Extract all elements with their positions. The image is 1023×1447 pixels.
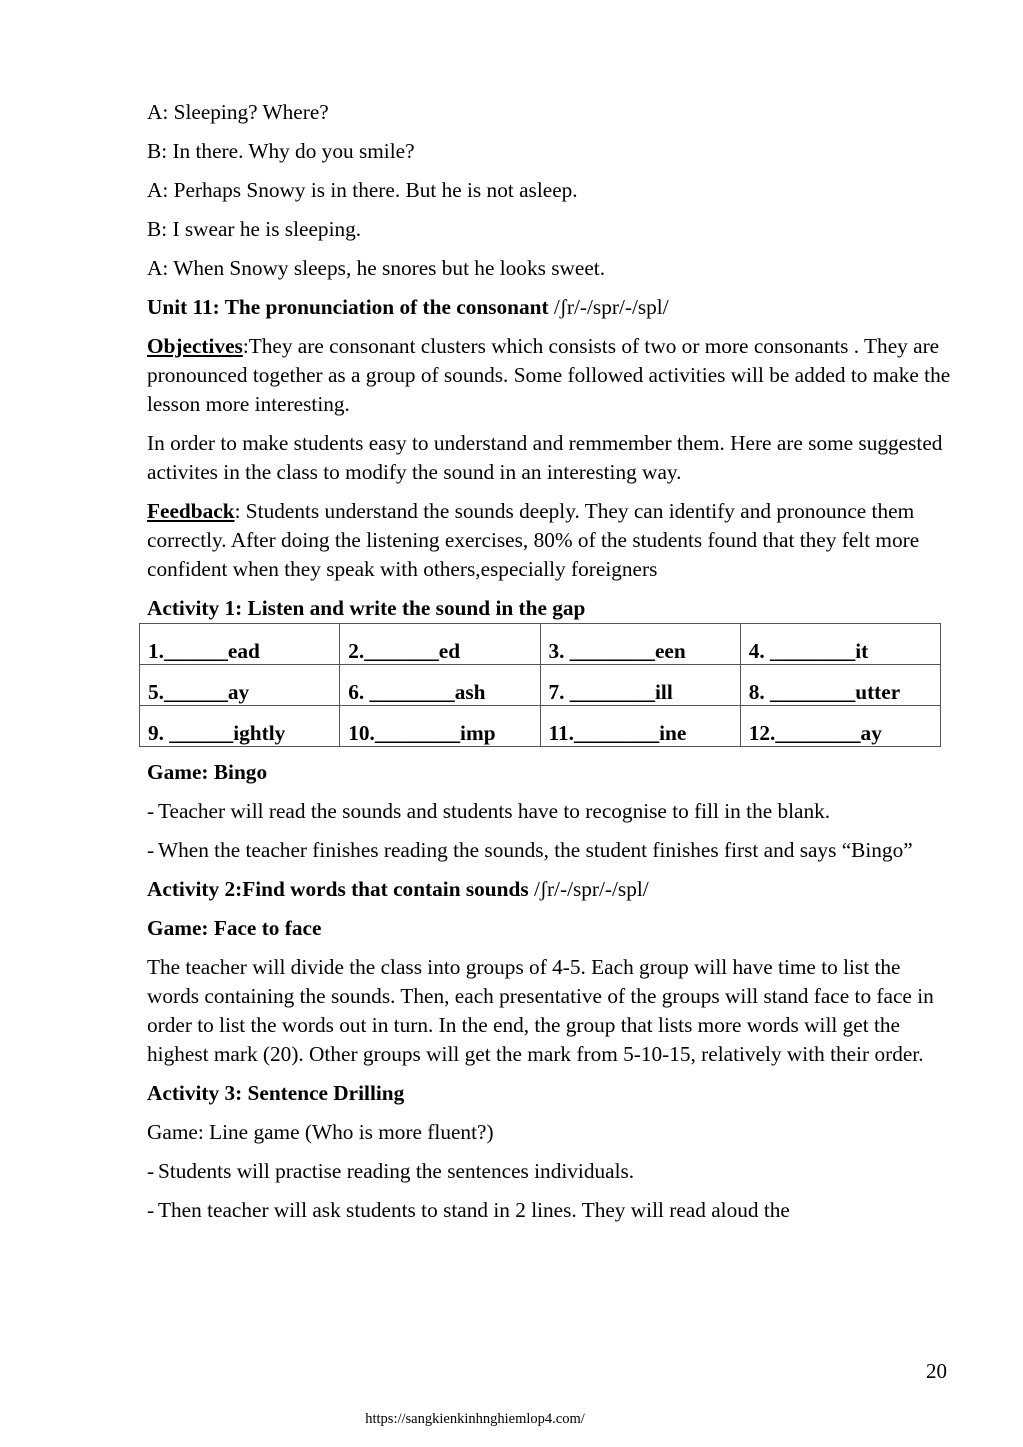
activity2-heading xyxy=(147,875,957,904)
table-cell: 12.________ay xyxy=(740,706,940,747)
dash-marker: - xyxy=(147,1159,155,1183)
table-cell: 4. ________it xyxy=(740,624,940,665)
table-cell: 11.________ine xyxy=(540,706,740,747)
order-paragraph: In order to make students easy to understand and remmember them. Here are some suggested activites in the class to modify the sound in an interesting way. xyxy=(147,431,943,484)
objectives-paragraph xyxy=(147,332,957,419)
objectives-label: Objectives xyxy=(147,334,243,358)
objectives-text: :They are consonant clusters which consists of two or more consonants . They are pronounced together as a group of sounds. Some followed activities will be added to make the lesson more interesting. xyxy=(147,334,951,416)
activity3-game: Game: Line game (Who is more fluent?) xyxy=(147,1120,494,1144)
dialogue-line: A: Perhaps Snowy is in there. But he is not asleep. xyxy=(147,178,578,202)
table-row xyxy=(140,624,941,665)
activity1-heading: Activity 1: Listen and write the sound in the gap xyxy=(147,596,586,620)
dialogue-line: B: In there. Why do you smile? xyxy=(147,139,415,163)
activity3-heading: Activity 3: Sentence Drilling xyxy=(147,1081,405,1105)
list-item xyxy=(147,836,957,865)
table-cell: 9. ______ightly xyxy=(140,706,340,747)
unit-title-text: Unit 11: The pronunciation of the consonant xyxy=(147,295,549,319)
dash-marker: - xyxy=(147,799,155,823)
dialogue-line: B: I swear he is sleeping. xyxy=(147,217,362,241)
list-item-text: Students will practise reading the sentences individuals. xyxy=(158,1159,635,1183)
footer-url[interactable]: https://sangkienkinhnghiemlop4.com/ xyxy=(365,1411,585,1427)
list-item-text: Teacher will read the sounds and students have to recognise to fill in the blank. xyxy=(158,799,831,823)
table-cell: 6. ________ash xyxy=(340,665,540,706)
table-row xyxy=(140,706,941,747)
table-cell: 5.______ay xyxy=(140,665,340,706)
activity2-heading-ipa: /ʃr/-/spr/-/spl/ xyxy=(533,877,649,901)
list-item xyxy=(147,797,957,826)
list-item-text: When the teacher finishes reading the sounds, the student finishes first and says “Bingo” xyxy=(158,838,913,862)
feedback-label: Feedback xyxy=(147,499,235,523)
table-cell: 3. ________een xyxy=(540,624,740,665)
table-cell: 7. ________ill xyxy=(540,665,740,706)
list-item xyxy=(147,1157,957,1186)
table-cell: 10.________imp xyxy=(340,706,540,747)
document-page xyxy=(147,98,957,1235)
list-item-text: Then teacher will ask students to stand in 2 lines. They will read aloud the xyxy=(158,1198,790,1222)
activity1-table xyxy=(139,623,941,747)
unit-title xyxy=(147,293,957,322)
list-item xyxy=(147,1196,957,1225)
feedback-paragraph xyxy=(147,497,957,584)
bingo-heading: Game: Bingo xyxy=(147,760,268,784)
face-to-face-heading: Game: Face to face xyxy=(147,916,322,940)
activity2-heading-text: Activity 2:Find words that contain sounds xyxy=(147,877,529,901)
dialogue-line: A: Sleeping? Where? xyxy=(147,100,329,124)
dash-marker: - xyxy=(147,838,155,862)
table-cell: 8. ________utter xyxy=(740,665,940,706)
table-cell: 2._______ed xyxy=(340,624,540,665)
dash-marker: - xyxy=(147,1198,155,1222)
unit-title-ipa: /ʃr/-/spr/-/spl/ xyxy=(553,295,669,319)
page-number: 20 xyxy=(926,1359,947,1383)
table-row xyxy=(140,665,941,706)
table-cell: 1.______ead xyxy=(140,624,340,665)
face-to-face-text: The teacher will divide the class into groups of 4-5. Each group will have time to list the words containing the sounds. Then, each presentative of the groups will stand face to face in order to list the words out in turn. In the end, the group that lists more words will get the highest mark (20). Other groups will get the mark from 5-10-15, relatively with their order. xyxy=(147,955,934,1066)
dialogue-line: A: When Snowy sleeps, he snores but he looks sweet. xyxy=(147,256,606,280)
feedback-text: : Students understand the sounds deeply. They can identify and pronounce them correctly. After doing the listening exercises, 80% of the students found that they felt more confident when they speak with others,especially foreigners xyxy=(147,499,920,581)
